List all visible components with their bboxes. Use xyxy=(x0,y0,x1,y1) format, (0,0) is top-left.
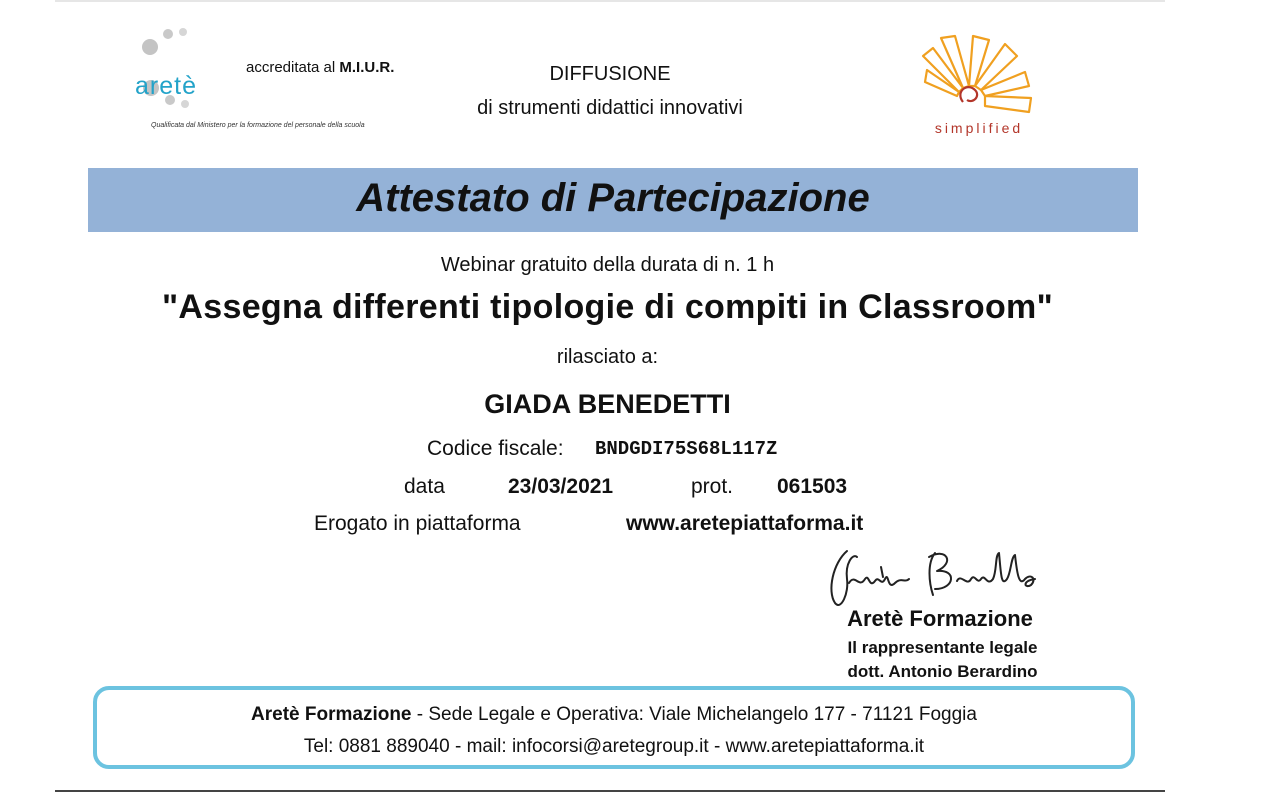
platform-url: www.aretepiattaforma.it xyxy=(626,512,864,535)
date-label: data xyxy=(404,475,445,498)
title-band xyxy=(88,168,1138,232)
course-title: "Assegna differenti tipologie di compiti in Classroom" xyxy=(162,288,1053,326)
qualification-note: Qualificata dal Ministero per la formazione del personale della scuola xyxy=(151,122,365,129)
prot-value: 061503 xyxy=(777,475,848,498)
simplified-brand: simplified xyxy=(934,120,1024,136)
diffusione-subtitle: di strumenti didattici innovativi xyxy=(477,97,743,119)
footer-address: Aretè Formazione - Sede Legale e Operativa: Viale Michelangelo 177 - 71121 Foggia xyxy=(251,704,977,725)
signature-name: dott. Antonio Berardino xyxy=(847,662,1038,681)
certificate-title: Attestato di Partecipazione xyxy=(356,176,870,220)
platform-label: Erogato in piattaforma xyxy=(314,512,521,535)
issued-to-label: rilasciato a: xyxy=(556,346,659,368)
simplified-logo xyxy=(915,34,1040,139)
handwritten-signature xyxy=(825,543,1050,615)
fiscal-code-label: Codice fiscale: xyxy=(427,437,564,460)
signature-company: Aretè Formazione xyxy=(847,606,1033,631)
prot-label: prot. xyxy=(691,475,734,498)
accreditation: accreditata al M.I.U.R. xyxy=(246,59,395,76)
arete-logo xyxy=(135,24,425,134)
top-divider xyxy=(55,0,1165,2)
bottom-divider xyxy=(55,790,1165,792)
footer-box xyxy=(93,686,1135,769)
diffusione-title: DIFFUSIONE xyxy=(549,63,671,85)
recipient-name: GIADA BENEDETTI xyxy=(484,389,731,419)
date-value: 23/03/2021 xyxy=(508,475,614,498)
footer-contacts: Tel: 0881 889040 - mail: infocorsi@aretegroup.it - www.aretepiattaforma.it xyxy=(303,736,925,757)
arete-brand: aretè xyxy=(135,72,197,100)
webinar-info: Webinar gratuito della durata di n. 1 h xyxy=(440,254,775,276)
fiscal-code-value: BNDGDI75S68L117Z xyxy=(595,438,778,460)
shell-icon xyxy=(915,34,1040,119)
signature-role: Il rappresentante legale xyxy=(847,638,1038,657)
